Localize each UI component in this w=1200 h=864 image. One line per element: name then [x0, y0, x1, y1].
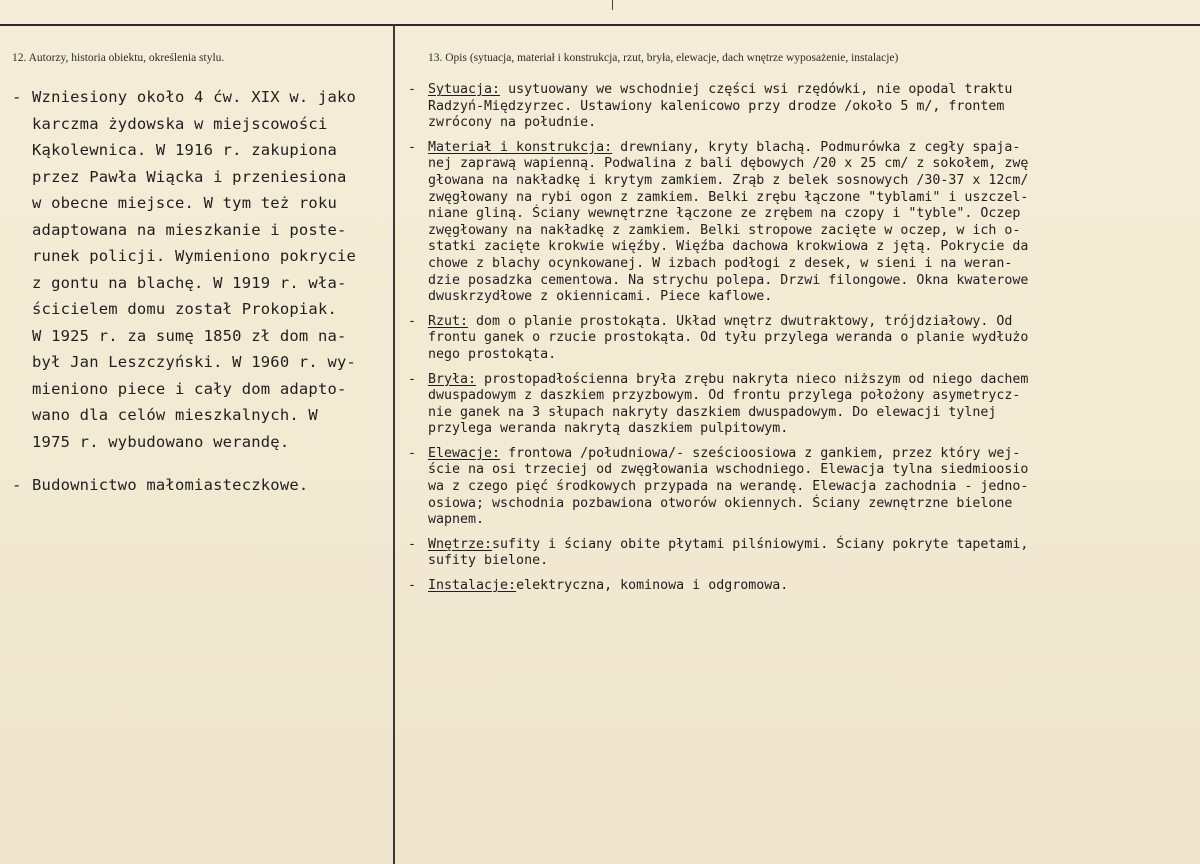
entry-text: dom o planie prostokąta. Układ wnętrz dwutraktowy, trójdziałowy. Od frontu ganek o rzucie prostokąta. Od tyłu przylega weranda o planie wydłużo nego prostokąta. — [428, 313, 1029, 362]
top-rule — [0, 24, 1200, 26]
top-tick-mark — [612, 0, 613, 10]
bullet-dash: - — [408, 139, 417, 155]
entry-plan — [408, 314, 1198, 364]
entry-label: Materiał i konstrukcja: — [428, 139, 613, 155]
entry-text: prostopadłościenna bryła zrębu nakryta nieco niższym od niego dachem dwuspadowym z daszkiem przyzbowym. Od frontu przylega położony asymetrycz- nie ganek na 3 słupach nakryty daszkiem dwuspadowym. Do elewacji tylnej przylega weranda nakrytą daszkiem pulpitowym. — [428, 371, 1029, 437]
bullet-dash: - — [408, 445, 417, 461]
entry-mass — [408, 372, 1198, 438]
entry-label: Rzut: — [428, 313, 469, 329]
entry-text: sufity i ściany obite płytami pilśniowymi. Ściany pokryte tapetami, sufity bielone. — [428, 536, 1029, 569]
entry-elevations — [408, 446, 1198, 529]
entry-text: frontowa /południowa/- sześcioosiowa z gankiem, przez który wej- ście na osi trzeciej od zwęgłowania wschodniego. Elewacja tylna siedmioosio wa z czego pięć środkowych przypada na werandę. Elewacja zachodnia - jedno- osiowa; wschodnia pozbawiona otworów okiennych. Ściany zewnętrzne bielone wapnem. — [428, 445, 1029, 528]
bullet-dash: - — [408, 578, 417, 594]
description-column — [408, 82, 1198, 595]
entry-label: Instalacje: — [428, 578, 517, 594]
style-text: Budownictwo małomiasteczkowe. — [32, 476, 309, 494]
history-column — [12, 84, 384, 499]
history-text: Wzniesiony około 4 ćw. XIX w. jako karczma żydowska w miejscowości Kąkolewnica. W 1916 r. zakupiona przez Pawła Wiącka i przeniesiona w obecne miejsce. W tym też roku adaptowana na mieszkanie i poste- runek policji. Wymieniono pokrycie z gontu na blachę. W 1919 r. wła- ścicielem domu został Prokopiak. W 1925 r. za sumę 1850 zł dom na- był Jan Leszczyński. W 1960 r. wy- mieniono piece i cały dom adapto- wano dla celów mieszkalnych. W 1975 r. wybudowano werandę. — [32, 88, 357, 451]
bullet-dash: - — [408, 371, 417, 387]
column-divider — [393, 24, 395, 864]
history-entry — [12, 84, 384, 455]
bullet-dash: - — [408, 82, 417, 97]
section-12-heading: 12. Autorzy, historia obiektu, określenia stylu. — [12, 52, 225, 64]
entry-text: elektryczna, kominowa i odgromowa. — [516, 578, 789, 594]
entry-interior — [408, 537, 1198, 570]
entry-situation — [408, 82, 1198, 132]
entry-installations — [408, 578, 1198, 595]
entry-label: Elewacje: — [428, 445, 501, 461]
entry-material — [408, 140, 1198, 306]
entry-text: usytuowany we wschodniej części wsi rzędówki, nie opodal traktu Radzyń-Międzyrzec. Ustawiony kalenicowo przy drodze /około 5 m/, frontem zwrócony na południe. — [428, 82, 1013, 131]
entry-label: Wnętrze: — [428, 536, 493, 552]
entry-text: drewniany, kryty blachą. Podmurówka z cegły spaja- nej zaprawą wapienną. Podwalina z bali dębowych /20 x 25 cm/ z sokołem, zwę głowana na nakładkę i krytym zamkiem. Zrąb z belek sosnowych /30-37 x 12cm/ zwęgłowany na rybi ogon z zamkiem. Belki zrębu łączone "tyblami" i uszczel- niane gliną. Ściany wewnętrzne łączone ze zrębem na czopy i "tyble". Oczep zwęgłowany na nakładkę z zamkiem. Belki stropowe zacięte w oczep, w ich o- statki zacięte krokwie więźby. Więźba dachowa krokwiowa z jętą. Pokrycie da chowe z blachy ocynkowanej. W izbach podłogi z desek, w sieni i na weran- dzie posadzka cementowa. Na strychu polepa. Drzwi filongowe. Okna kwaterowe dwuskrzydłowe z okiennicami. Piece kaflowe. — [428, 139, 1029, 305]
bullet-dash: - — [408, 313, 417, 329]
entry-label: Bryła: — [428, 371, 477, 387]
entry-label: Sytuacja: — [428, 82, 501, 97]
bullet-dash: - — [12, 88, 22, 106]
bullet-dash: - — [408, 536, 417, 552]
section-13-heading: 13. Opis (sytuacja, materiał i konstrukcja, rzut, bryła, elewacje, dach wnętrze wyposażenie, instalacje) — [428, 52, 899, 64]
style-entry — [12, 472, 384, 499]
bullet-dash: - — [12, 476, 22, 494]
